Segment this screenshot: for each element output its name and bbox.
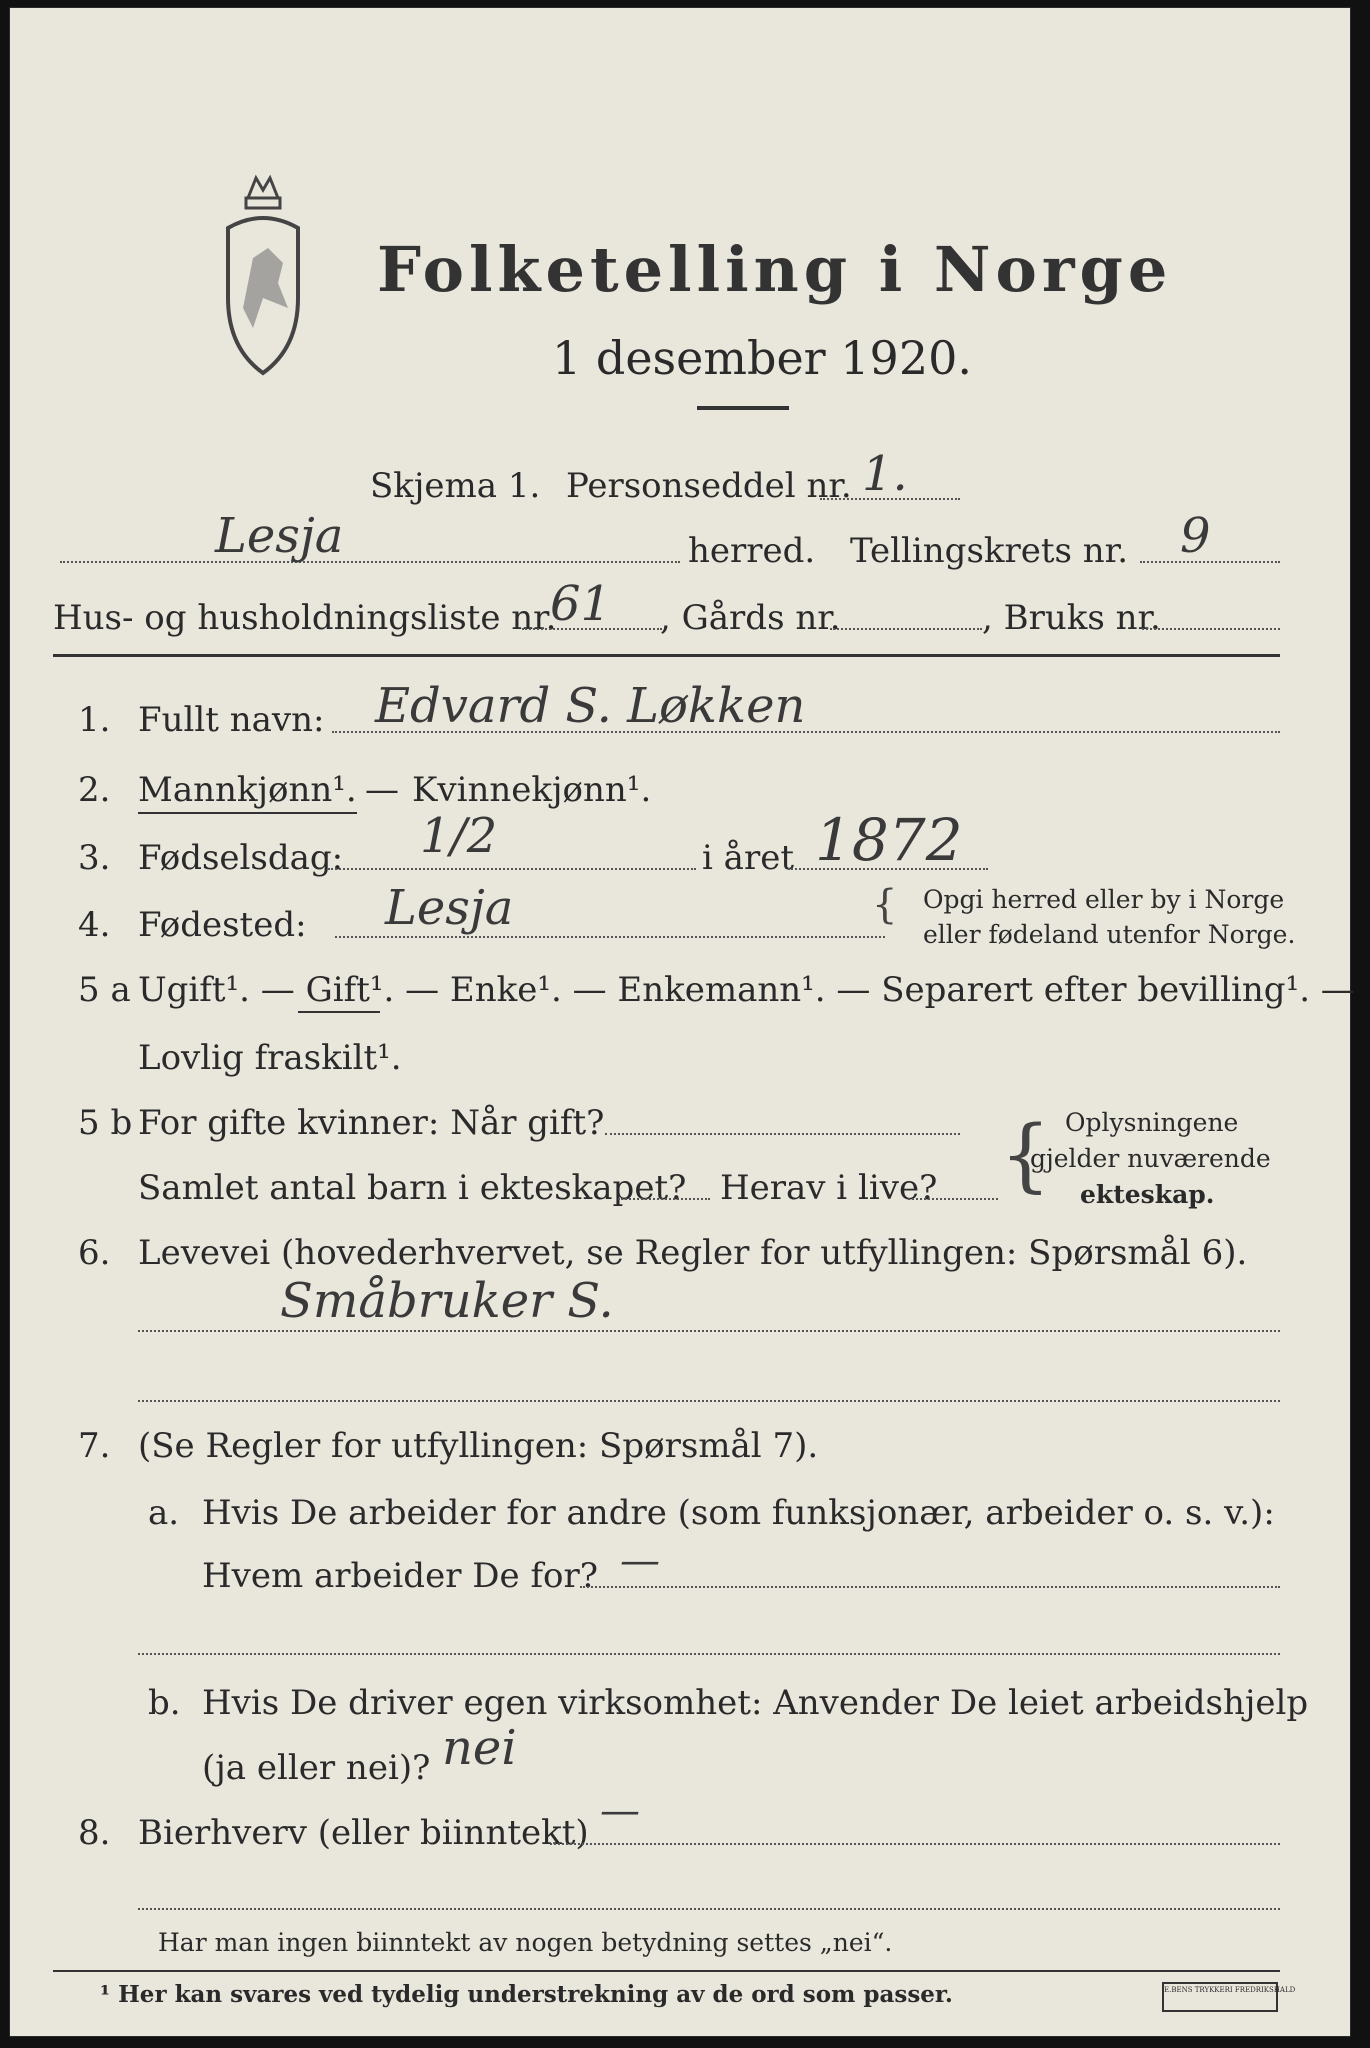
q7a-text: Hvis De arbeider for andre (som funksjonær, arbeider o. s. v.): bbox=[202, 1493, 1275, 1533]
q5b-note-1: Oplysningene bbox=[1065, 1108, 1239, 1137]
husholdning-value[interactable]: 61 bbox=[550, 576, 612, 632]
printer-stamp-text: E.BENS TRYKKERI FREDRIKSHALD bbox=[1164, 1986, 1296, 1994]
occupation-value[interactable]: Småbruker S. bbox=[280, 1273, 614, 1329]
q7a-letter: a. bbox=[148, 1493, 180, 1533]
husholdning-label: Hus- og husholdningsliste nr. bbox=[53, 598, 557, 638]
q1-number: 1. bbox=[78, 700, 111, 740]
birth-year-value[interactable]: 1872 bbox=[815, 806, 963, 874]
skjema-label: Skjema 1. bbox=[370, 466, 541, 506]
tellingskrets-label: Tellingskrets nr. bbox=[850, 531, 1129, 571]
q6-line-2 bbox=[138, 1400, 1280, 1402]
male-option[interactable]: Mannkjønn¹. bbox=[138, 770, 357, 814]
printer-stamp bbox=[1162, 1982, 1296, 2012]
census-form bbox=[10, 8, 1355, 2036]
q1-label: Fullt navn: bbox=[138, 700, 325, 740]
q8-number: 8. bbox=[78, 1813, 111, 1853]
q3-number: 3. bbox=[78, 838, 111, 878]
header-rule bbox=[53, 654, 1280, 657]
q4-note-2: eller fødeland utenfor Norge. bbox=[923, 920, 1296, 949]
q8-line-2 bbox=[138, 1908, 1280, 1910]
hired-help-value[interactable]: nei bbox=[442, 1720, 517, 1776]
tellingskrets-value[interactable]: 9 bbox=[1180, 508, 1211, 564]
q5b-children-label: Samlet antal barn i ekteskapet? bbox=[138, 1168, 687, 1208]
q4-note-1: Opgi herred eller by i Norge bbox=[923, 885, 1285, 914]
herred-line bbox=[60, 561, 680, 563]
q4-label: Fødested: bbox=[138, 905, 307, 945]
q5a-number: 5 a bbox=[78, 970, 131, 1010]
q3-line bbox=[328, 868, 696, 870]
form-date: 1 desember 1920. bbox=[552, 331, 972, 385]
q2-separator: — bbox=[365, 770, 399, 810]
female-option[interactable]: Kvinnekjønn¹. bbox=[412, 770, 652, 810]
q7a-question: Hvem arbeider De for? bbox=[202, 1556, 598, 1596]
personseddel-value[interactable]: 1. bbox=[862, 446, 908, 502]
q7b-text: Hvis De driver egen virksomhet: Anvender De leiet arbeidshjelp bbox=[202, 1683, 1309, 1723]
q6-number: 6. bbox=[78, 1233, 111, 1273]
form-title: Folketelling i Norge bbox=[377, 233, 1173, 306]
gift-underline bbox=[298, 1011, 380, 1013]
birthplace-value[interactable]: Lesja bbox=[385, 880, 514, 936]
q3-year-label: i året bbox=[702, 838, 794, 878]
q5b-note-2: gjelder nuværende bbox=[1030, 1144, 1271, 1173]
title-divider bbox=[697, 406, 789, 410]
personseddel-label: Personseddel nr. bbox=[566, 466, 852, 506]
q5b-note-3: ekteskap. bbox=[1080, 1180, 1215, 1209]
q5b-alive-line bbox=[908, 1198, 998, 1200]
q7-number: 7. bbox=[78, 1426, 111, 1466]
bruks-label: , Bruks nr. bbox=[982, 598, 1161, 638]
q6-label: Levevei (hovederhvervet, se Regler for utfyllingen: Spørsmål 6). bbox=[138, 1233, 1248, 1273]
q5b-married-label: For gifte kvinner: Når gift? bbox=[138, 1103, 605, 1143]
gards-label: , Gårds nr. bbox=[660, 598, 841, 638]
q7-label: (Se Regler for utfyllingen: Spørsmål 7). bbox=[138, 1426, 819, 1466]
q5b-alive-label: Herav i live? bbox=[720, 1168, 938, 1208]
q6-line-1 bbox=[138, 1330, 1280, 1332]
q3-label: Fødselsdag: bbox=[138, 838, 344, 878]
biinntekt-note: Har man ingen biinntekt av nogen betydning settes „nei“. bbox=[158, 1928, 893, 1957]
civil-status-options[interactable]: Ugift¹. — Gift¹. — Enke¹. — Enkemann¹. — Separert efter bevilling¹. — bbox=[138, 970, 1355, 1010]
q4-brace: { bbox=[872, 882, 898, 928]
gards-line bbox=[830, 628, 982, 630]
secondary-income-value[interactable]: — bbox=[600, 1788, 640, 1834]
q4-line bbox=[335, 936, 885, 938]
q8-line bbox=[550, 1843, 1280, 1845]
coat-of-arms-icon bbox=[208, 168, 318, 378]
q2-number: 2. bbox=[78, 770, 111, 810]
herred-label: herred. bbox=[688, 531, 816, 571]
q4-number: 4. bbox=[78, 905, 111, 945]
full-name-value[interactable]: Edvard S. Løkken bbox=[375, 678, 806, 734]
footnote-rule bbox=[53, 1970, 1280, 1972]
footnote: ¹ Her kan svares ved tydelig understrekning av de ord som passer. bbox=[100, 1981, 953, 2008]
q7a-line bbox=[580, 1586, 1280, 1588]
q5b-brace: { bbox=[1000, 1108, 1051, 1201]
employer-value[interactable]: — bbox=[620, 1538, 660, 1584]
q7b-question: (ja eller nei)? bbox=[202, 1748, 431, 1788]
q5b-married-line bbox=[605, 1133, 960, 1135]
q5b-number: 5 b bbox=[78, 1103, 133, 1143]
bruks-line bbox=[1142, 628, 1280, 630]
q7a-line-2 bbox=[138, 1653, 1280, 1655]
birth-date-value[interactable]: 1/2 bbox=[420, 808, 498, 864]
q7b-letter: b. bbox=[148, 1683, 181, 1723]
herred-value[interactable]: Lesja bbox=[215, 508, 344, 564]
q8-label: Bierhverv (eller biinntekt) bbox=[138, 1813, 589, 1853]
lovlig-fraskilt-option[interactable]: Lovlig fraskilt¹. bbox=[138, 1038, 402, 1078]
q5b-children-line bbox=[618, 1198, 710, 1200]
